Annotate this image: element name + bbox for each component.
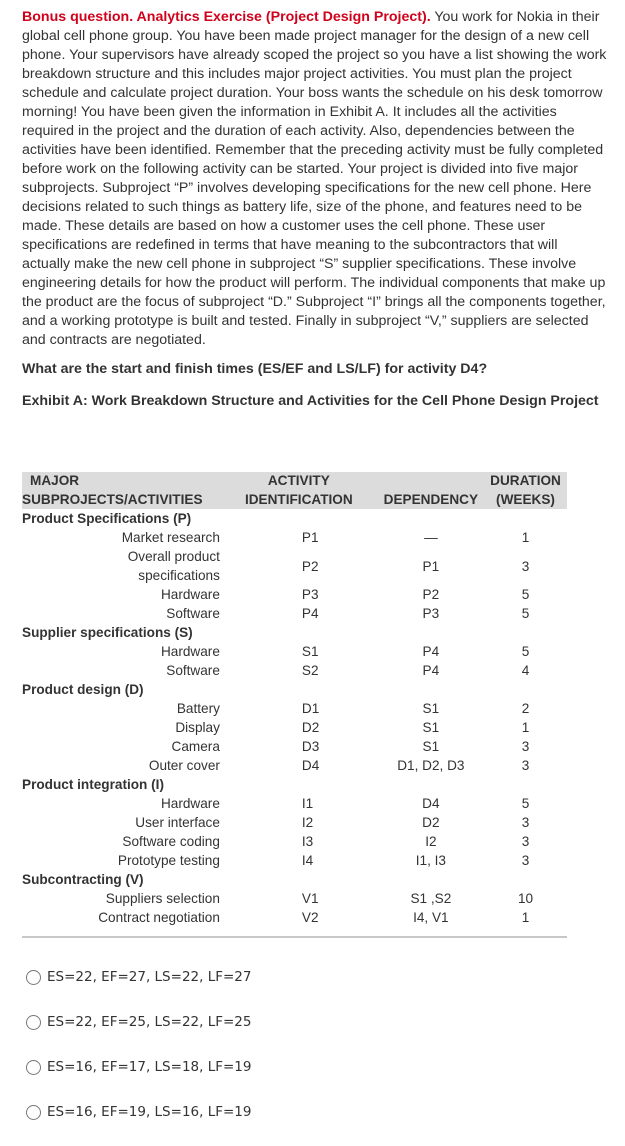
activity-duration: 3: [521, 853, 530, 868]
answer-option-1[interactable]: [26, 966, 251, 988]
activity-dependency: —: [424, 530, 438, 545]
table-row: [22, 718, 567, 737]
answer-options: [26, 966, 251, 1146]
activity-dependency: S1: [422, 701, 440, 716]
activity-id: P4: [301, 606, 319, 621]
table-row: [22, 889, 567, 908]
activity-duration: 3: [521, 815, 530, 830]
subproject-name: Supplier specifications (S): [22, 625, 193, 640]
activity-dependency: D1, D2, D3: [397, 758, 465, 773]
activity-duration: 2: [521, 701, 530, 716]
table-row: [22, 585, 567, 604]
activity-duration: 5: [521, 587, 530, 602]
activity-duration: 3: [521, 739, 530, 754]
activity-duration: 10: [517, 891, 534, 906]
activity-dependency: D2: [422, 815, 440, 830]
option-label: ES=22, EF=27, LS=22, LF=27: [47, 969, 252, 985]
table-row: [22, 699, 567, 718]
activity-id: D3: [301, 739, 320, 754]
activity-name: Contract negotiation: [98, 910, 220, 925]
activity-duration: 4: [521, 663, 530, 678]
activity-name: Software: [166, 663, 220, 678]
table-group-row: [22, 623, 567, 642]
subproject-name: Product integration (I): [22, 777, 164, 792]
table-row: [22, 604, 567, 623]
activity-id: D4: [301, 758, 320, 773]
header-subprojects: SUBPROJECTS/ACTIVITIES: [22, 491, 220, 510]
activity-duration: 3: [521, 558, 530, 574]
table-bottom-rule: [22, 936, 567, 938]
radio-button-icon[interactable]: [26, 1015, 41, 1030]
activity-dependency: I1, I3: [415, 853, 446, 868]
activity-duration: 3: [521, 758, 530, 773]
table-row: [22, 794, 567, 813]
subproject-name: Product Specifications (P): [22, 511, 192, 526]
table-group-row: [22, 870, 567, 889]
table-row: [22, 661, 567, 680]
activity-id: P3: [301, 587, 319, 602]
wbs-table: [22, 472, 567, 927]
activity-id: I1: [301, 796, 314, 811]
activity-name: Outer cover: [148, 758, 220, 773]
activity-dependency: D4: [422, 796, 440, 811]
activity-id: I2: [301, 815, 314, 830]
activity-name: [22, 547, 220, 585]
table-row: [22, 642, 567, 661]
table-row: [22, 737, 567, 756]
table-header-row-2: [22, 491, 567, 510]
activity-id: P1: [301, 530, 319, 545]
table-row: [22, 756, 567, 775]
activity-id: D2: [301, 720, 320, 735]
answer-option-2[interactable]: [26, 1011, 251, 1033]
activity-id: P2: [301, 558, 319, 574]
activity-id: S1: [301, 644, 319, 659]
subproject-name: Product design (D): [22, 682, 144, 697]
activity-duration: 5: [521, 644, 530, 659]
activity-name: Suppliers selection: [105, 891, 220, 906]
radio-button-icon[interactable]: [26, 1105, 41, 1120]
activity-dependency: P1: [422, 558, 440, 574]
activity-duration: 1: [521, 910, 530, 925]
question-text-block: [22, 8, 607, 411]
option-label: ES=16, EF=17, LS=18, LF=19: [47, 1059, 252, 1075]
activity-duration: 1: [521, 530, 530, 545]
activity-dependency: P2: [422, 587, 440, 602]
table-group-row: [22, 680, 567, 699]
activity-name: Battery: [176, 701, 220, 716]
table-row: [22, 832, 567, 851]
activity-dependency: P4: [422, 663, 440, 678]
activity-dependency: I2: [425, 834, 437, 849]
activity-id: S2: [301, 663, 319, 678]
activity-dependency: I4, V1: [413, 910, 449, 925]
header-activity: ACTIVITY: [220, 472, 378, 491]
activity-name: Camera: [171, 739, 220, 754]
table-row: [22, 851, 567, 870]
activity-dependency: S1: [422, 739, 440, 754]
subproject-name: Subcontracting (V): [22, 872, 144, 887]
header-weeks: (WEEKS): [484, 491, 567, 510]
activity-name: Software coding: [122, 834, 220, 849]
activity-id: V1: [301, 891, 319, 906]
activity-name: User interface: [135, 815, 220, 830]
table-group-row: [22, 775, 567, 794]
exhibit-title: Exhibit A: Work Breakdown Structure and Activities for the Cell Phone Design Project: [22, 393, 599, 409]
bonus-label: Bonus question. Analytics Exercise (Project Design Project).: [22, 9, 431, 25]
header-identification: IDENTIFICATION: [220, 491, 378, 510]
activity-id: I4: [301, 853, 314, 868]
activity-name-line: specifications: [138, 568, 220, 583]
option-label: ES=16, EF=19, LS=16, LF=19: [47, 1104, 252, 1120]
table-row: [22, 547, 567, 585]
activity-duration: 5: [521, 606, 530, 621]
activity-name: Hardware: [160, 644, 220, 659]
activity-id: I3: [301, 834, 314, 849]
activity-name: Market research: [121, 530, 220, 545]
activity-name: Software: [166, 606, 220, 621]
table-header-row-1: [22, 472, 567, 491]
table-row: [22, 908, 567, 927]
question-prompt: What are the start and finish times (ES/EF and LS/LF) for activity D4?: [22, 361, 488, 377]
table-group-row: [22, 509, 567, 528]
radio-button-icon[interactable]: [26, 1060, 41, 1075]
activity-id: D1: [301, 701, 320, 716]
answer-option-4[interactable]: [26, 1101, 251, 1123]
activity-duration: 3: [521, 834, 530, 849]
table-row: [22, 528, 567, 547]
activity-duration: 5: [521, 796, 530, 811]
activity-dependency: S1: [422, 720, 440, 735]
option-label: ES=22, EF=25, LS=22, LF=25: [47, 1014, 252, 1030]
activity-dependency: P3: [422, 606, 440, 621]
table-row: [22, 813, 567, 832]
activity-dependency: S1 ,S2: [410, 891, 452, 906]
header-duration: DURATION: [484, 472, 567, 491]
radio-button-icon[interactable]: [26, 970, 41, 985]
intro-paragraph: [22, 8, 607, 350]
activity-name: Display: [175, 720, 220, 735]
activity-duration: 1: [521, 720, 530, 735]
header-major: MAJOR: [22, 472, 220, 491]
intro-body: You work for Nokia in their global cell phone group. You have been made project manager for the design of a new cell phone. Your supervisors have already scoped the project so you have a list showing the work breakdown structure and this includes major project activities. You must plan the project schedule and calculate project duration. Your boss wants the schedule on his desk tomorrow morning! You have been given the information in Exhibit A. It includes all the activities required in the project and the duration of each activity. Also, dependencies between the activities have been identified. Remember that the preceding activity must be fully completed before work on the following activity can be started. Your project is divided into five major subprojects. Subproject “P” involves developing specifications for the new cell phone. Here decisions related to such things as battery life, size of the phone, and features need to be made. These details are based on how a customer uses the cell phone. These user specifications are redefined in terms that have meaning to the subcontractors that will actually make the new cell phone in subproject “S” supplier specifications. These involve engineering details for how the product will perform. The individual components that make up the product are the focus of subproject “D.” Subproject “I” brings all the components together, and a working prototype is built and tested. Finally in subproject “V,” suppliers are selected and contracts are negotiated.: [22, 9, 607, 348]
activity-name-line: Overall product: [127, 549, 220, 564]
header-dependency: DEPENDENCY: [378, 491, 484, 510]
activity-id: V2: [301, 910, 319, 925]
activity-name: Hardware: [160, 796, 220, 811]
activity-name: Hardware: [160, 587, 220, 602]
activity-name: Prototype testing: [117, 853, 220, 868]
answer-option-3[interactable]: [26, 1056, 251, 1078]
activity-dependency: P4: [422, 644, 440, 659]
